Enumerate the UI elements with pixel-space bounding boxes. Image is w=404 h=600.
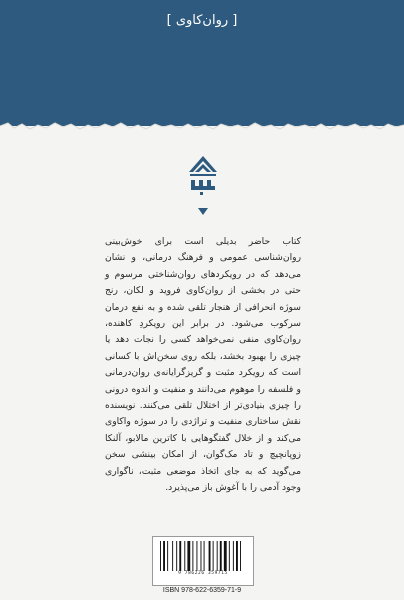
publisher-logo xyxy=(187,152,219,198)
category-label: [ روان‌کاوی ] xyxy=(166,13,238,28)
torn-paper-edge xyxy=(0,116,404,138)
barcode-digits: 9 786226 359715 xyxy=(178,571,228,576)
down-triangle-icon xyxy=(198,208,208,215)
barcode-box xyxy=(152,536,254,586)
barcode xyxy=(158,541,248,571)
isbn-number: ISBN 978-622-6359-71-9 xyxy=(162,587,242,594)
blurb-paragraph: کتاب حاضر بدیلی است برای خوش‌بینی روان‌شناسی عمومی و فرهنگ درمانی، و نشان می‌دهد که در رویکردهای روان‌شناختی مرسوم و حتی در بخشی از روان‌کاوی فروید و لکان، رنج سوژه انحرافی از هنجار تلقی شده و به نفع درمان سرکوب می‌شود. در برابر این رویکردِ کاهنده، روان‌کاوی منفی نمی‌خواهد کسی را نجات دهد یا چیزی را بهبود بخشد، بلکه روی سخن‌اش با کسانی است که رویکرد مثبت و گریزگرایانه‌ی روان‌درمانی و فلسفه را موهوم می‌دانند و منفیت و اندوه درونی را چیزی بنیادی‌تر از اختلال تلقی می‌کنند. نویسنده نقش ساختاری منفیت و تراژدی را در سوژه واکاوی می‌کند و از خلال گفتگوهایی با کاترین مالابو، آلنکا زوپانچیچ و تاد مک‌گوان، از امکان بینشی سخن می‌گوید که به جای اتخاذ موضعی مثبت، ناگواری وجود آدمی را با آغوش باز می‌پذیرد. xyxy=(105,236,301,494)
back-cover-blurb xyxy=(105,234,301,497)
